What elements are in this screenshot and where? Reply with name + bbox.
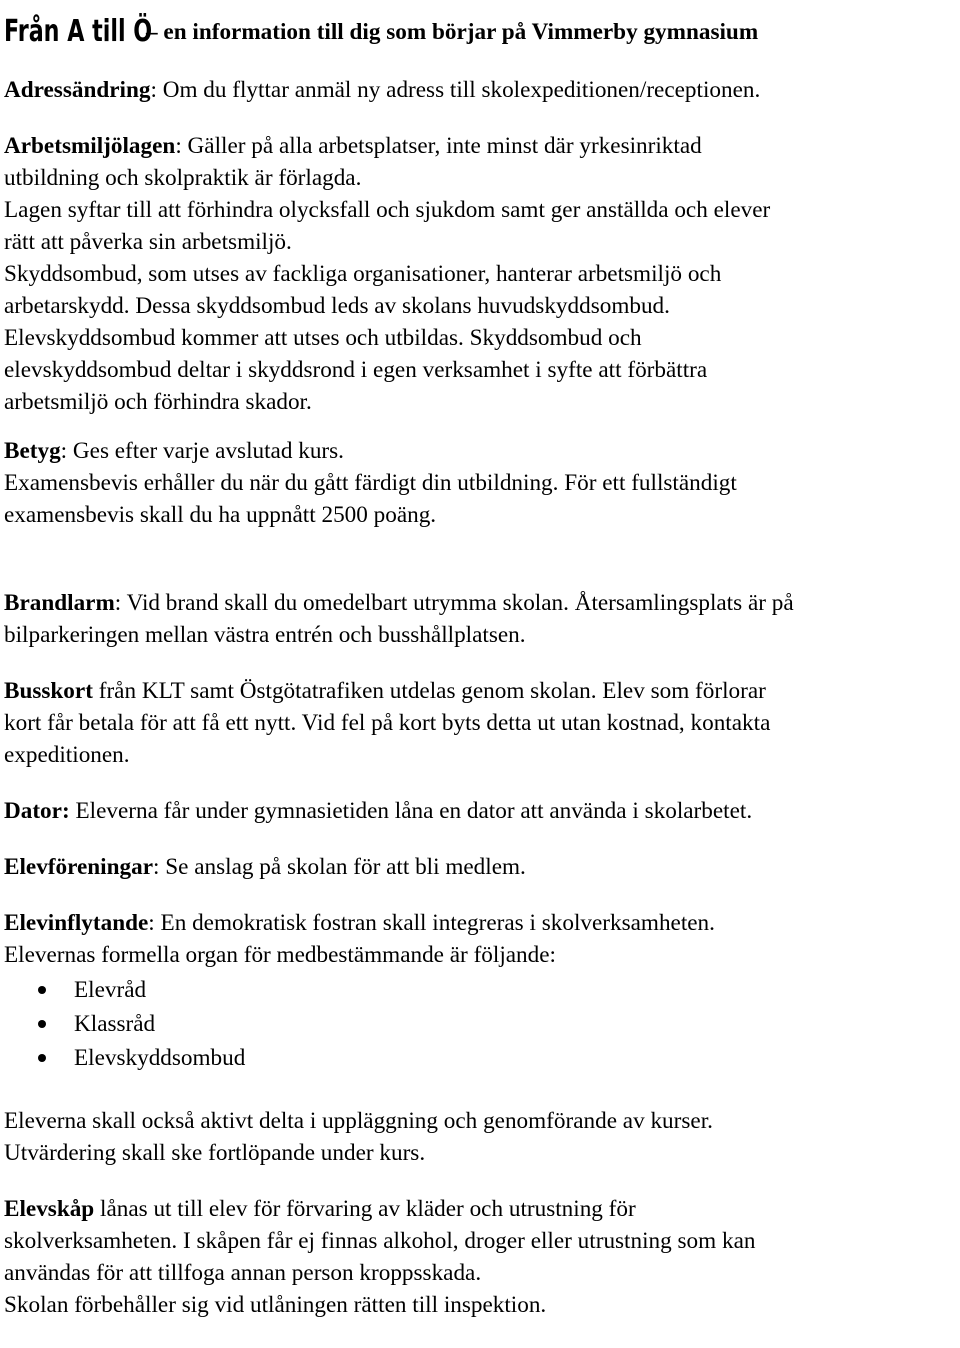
document-header [4, 0, 956, 50]
text-line: arbetarskydd. Dessa skyddsombud leds av skolans huvudskyddsombud. [4, 293, 670, 319]
text-line: Arbetsmiljölagen: Gäller på alla arbetsplatser, inte minst där yrkesinriktad [4, 133, 702, 159]
text-line: Skyddsombud, som utses av fackliga organisationer, hanterar arbetsmiljö och [4, 261, 722, 287]
section-betyg [4, 435, 956, 531]
text-line: Brandlarm: Vid brand skall du omedelbart utrymma skolan. Återsamlingsplats är på [4, 590, 794, 616]
text-line: rätt att påverka sin arbetsmiljö. [4, 229, 292, 255]
text-line: Dator: Eleverna får under gymnasietiden låna en dator att använda i skolarbetet. [4, 798, 753, 824]
bullet-icon [38, 1054, 46, 1062]
text-line: Skolan förbehåller sig vid utlåningen rätten till inspektion. [4, 1292, 547, 1318]
bullet-icon [38, 986, 46, 994]
section-term: Busskort [4, 678, 93, 704]
text-line: utbildning och skolpraktik är förlagda. [4, 165, 362, 191]
document-subtitle: – en information till dig som börjar på Vimmerby gymnasium [140, 19, 759, 45]
text-line: examensbevis skall du ha uppnått 2500 poäng. [4, 502, 437, 528]
section-term: Elevinflytande [4, 910, 149, 936]
bullet-icon [38, 1020, 46, 1028]
text-line: bilparkeringen mellan västra entrén och busshållplatsen. [4, 622, 526, 648]
text-line: kort får betala för att få ett nytt. Vid fel på kort byts detta ut utan kostnad, kontakta [4, 710, 771, 736]
text-line: Adressändring: Om du flyttar anmäl ny adress till skolexpeditionen/receptionen. [4, 77, 761, 103]
list-item: Klassråd [4, 1007, 956, 1041]
text-line: Eleverna skall också aktivt delta i uppläggning och genomförande av kurser. [4, 1108, 713, 1134]
section-term: Arbetsmiljölagen [4, 133, 176, 159]
section-arbetsmiljolagen [4, 130, 956, 418]
list-item: Elevskyddsombud [4, 1041, 956, 1075]
section-elevforeningar [4, 851, 956, 883]
section-term: Elevföreningar [4, 854, 153, 880]
text-line: arbetsmiljö och förhindra skador. [4, 389, 312, 415]
text-line: Elevskyddsombud kommer att utses och utbildas. Skyddsombud och [4, 325, 642, 351]
text-line: Betyg: Ges efter varje avslutad kurs. [4, 438, 344, 464]
section-term: Brandlarm [4, 590, 115, 616]
text-line: skolverksamheten. I skåpen får ej finnas alkohol, droger eller utrustning som kan [4, 1228, 756, 1254]
section-term: Betyg [4, 438, 61, 464]
section-busskort [4, 675, 956, 771]
section-term: Dator: [4, 798, 70, 824]
section-elevinflytande [4, 907, 956, 1075]
section-elevskap [4, 1193, 956, 1321]
section-dator [4, 795, 956, 827]
list-item: Elevråd [4, 973, 956, 1007]
text-line: Elevinflytande: En demokratisk fostran skall integreras i skolverksamheten. [4, 910, 715, 936]
text-line: Utvärdering skall ske fortlöpande under kurs. [4, 1140, 426, 1166]
text-line: Examensbevis erhåller du när du gått färdigt din utbildning. För ett fullständigt [4, 470, 737, 496]
text-line: Elevernas formella organ för medbestämmande är följande: [4, 942, 556, 968]
text-line: Elevskåp lånas ut till elev för förvaring av kläder och utrustning för [4, 1196, 636, 1222]
section-term: Adressändring [4, 77, 151, 103]
bullet-list [4, 973, 956, 1075]
section-delta [4, 1105, 956, 1169]
text-line: Lagen syftar till att förhindra olycksfall och sjukdom samt ger anställda och elever [4, 197, 771, 223]
section-term: Elevskåp [4, 1196, 95, 1222]
text-line: Busskort från KLT samt Östgötatrafiken utdelas genom skolan. Elev som förlorar [4, 678, 766, 704]
document-title: Från A till Ö [4, 14, 153, 49]
text-line: expeditionen. [4, 742, 130, 768]
section-adressandring [4, 74, 956, 106]
document-page [4, 0, 956, 1321]
text-line: användas för att tillfoga annan person kroppsskada. [4, 1260, 482, 1286]
section-brandlarm [4, 587, 956, 651]
text-line: elevskyddsombud deltar i skyddsrond i egen verksamhet i syfte att förbättra [4, 357, 708, 383]
text-line: Elevföreningar: Se anslag på skolan för att bli medlem. [4, 854, 526, 880]
